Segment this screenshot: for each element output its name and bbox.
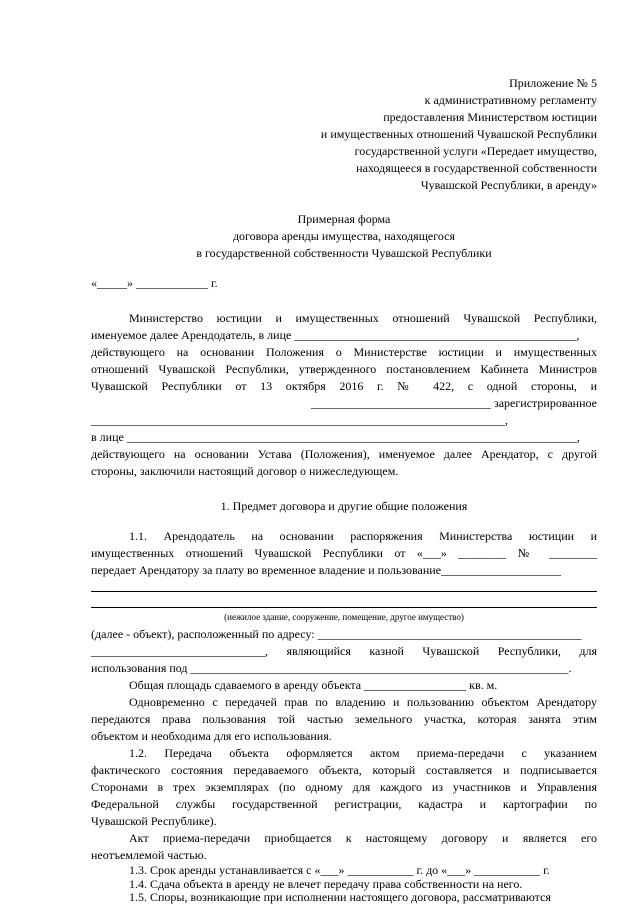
section-line: Акт приема-передачи приобщается к настоящему договору и является его <box>129 831 597 845</box>
intro-line: Чувашской Республики от 13 октября 2016 г. № 422, с одной стороны, и <box>91 379 597 393</box>
appendix-line: и имущественных отношений Чувашской Республики <box>320 127 597 141</box>
intro-line: действующего на основании Положения о Министерстве юстиции и имущественных <box>91 345 597 359</box>
intro-line: стороны, заключили настоящий договор о нижеследующем. <box>91 464 399 478</box>
field-hint: (нежилое здание, сооружение, помещение, другое имущество) <box>224 612 464 622</box>
intro-line: отношений Чувашской Республики, утвержденного постановлением Кабинета Министров <box>91 362 597 376</box>
intro-line: именуемое далее Арендодатель, в лице _______________________________________________, <box>91 328 580 342</box>
section-line: использования под _______________________________________________________________. <box>91 661 572 675</box>
appendix-line: Чувашской Республики, в аренду» <box>420 178 597 192</box>
intro-line: ______________________________ зарегистрированное <box>310 396 597 410</box>
section-line: 1.5. Споры, возникающие при исполнении настоящего договора, рассматриваются <box>129 890 551 904</box>
section-line: Одновременно с передачей прав по владению и пользованию объектом Арендатору <box>129 695 597 709</box>
appendix-line: предоставления Министерством юстиции <box>383 110 597 124</box>
section-line: _____________________________, являющийся казной Чувашской Республики, для <box>91 644 597 658</box>
section-line: Сторонами в трех экземплярах (по одному для каждого из участников и Управления <box>91 780 597 794</box>
section-line: неотъемлемой частью. <box>91 848 207 862</box>
section-line: 1.2. Передача объекта оформляется актом приема-передачи с указанием <box>129 746 597 760</box>
section-line: Федеральной службы государственной регистрации, кадастра и картографии по <box>91 797 597 811</box>
appendix-line: находящееся в государственной собственности <box>356 161 597 175</box>
section-line: передает Арендатору за плату во временное владение и пользование____________________ <box>91 563 562 577</box>
intro-line: действующего на основании Устава (Положения), именуемое далее Арендатор, с другой <box>91 447 597 461</box>
section-line: (далее - объект), расположенный по адресу: ____________________________________________ <box>91 627 582 641</box>
section-line: Общая площадь сдаваемого в аренду объекта _________________ кв. м. <box>129 678 498 692</box>
form-subtitle: договора аренды имущества, находящегося <box>232 229 456 243</box>
intro-line: в лице ___________________________________________________________________________, <box>91 430 580 444</box>
section-line: имущественных отношений Чувашской Республики от «___» ________ № ________ <box>91 546 597 560</box>
appendix-line: Приложение № 5 <box>509 76 597 90</box>
blank-rule <box>91 591 597 592</box>
intro-line: Министерство юстиции и имущественных отношений Чувашской Республики, <box>129 311 597 325</box>
appendix-line: государственной услуги «Передает имущество, <box>354 144 597 158</box>
section-line: передаются права пользования той частью земельного участка, которая занята этим <box>91 712 597 726</box>
appendix-line: к административному регламенту <box>424 93 597 107</box>
form-subtitle: в государственной собственности Чувашской Республики <box>196 246 492 260</box>
section-line: фактического состояния передаваемого объекта, который составляется и подписывается <box>91 763 597 777</box>
section-line: Чувашской Республике). <box>91 814 217 828</box>
form-title: Примерная форма <box>297 212 391 226</box>
section-line: объектом и необходима для его использования. <box>91 729 332 743</box>
section-line: 1.1. Арендодатель на основании распоряжения Министерства юстиции и <box>129 529 597 543</box>
section-line: 1.3. Срок аренды устанавливается с «___» ___________ г. до «___» ___________ г. <box>129 863 550 877</box>
section-heading: 1. Предмет договора и другие общие положения <box>220 499 468 513</box>
date-line: «_____» ____________ г. <box>91 276 218 290</box>
section-line: 1.4. Сдача объекта в аренду не влечет передачу права собственности на него. <box>129 877 523 891</box>
blank-rule <box>91 607 597 608</box>
intro-line: _____________________________________________________________________, <box>91 413 508 427</box>
